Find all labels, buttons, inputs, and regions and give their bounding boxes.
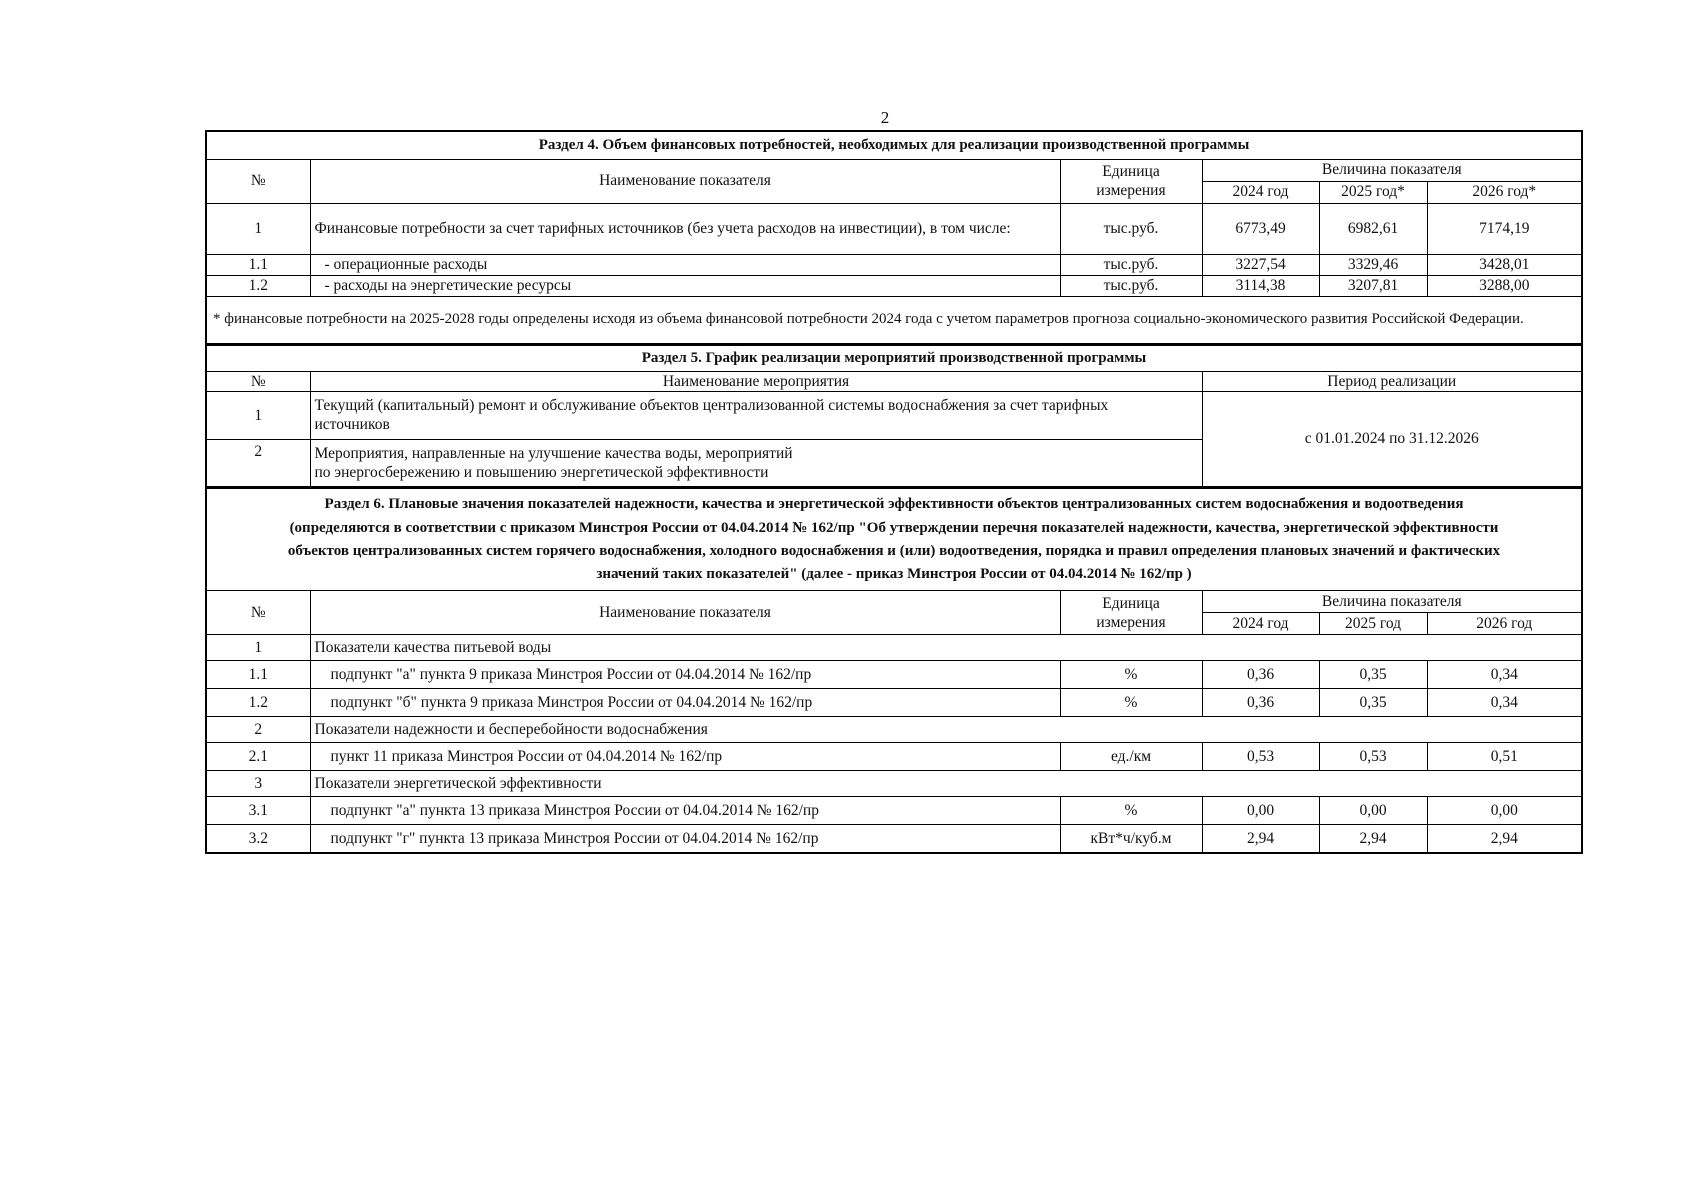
group-name: Показатели качества питьевой воды	[310, 635, 1582, 661]
row-num: 2.1	[206, 743, 310, 771]
s4-header-year-2: 2025 год*	[1319, 181, 1427, 203]
table-row	[206, 203, 1582, 254]
row-name: подпункт "а" пункта 9 приказа Минстроя России от 04.04.2014 № 162/пр	[310, 661, 1060, 689]
s4-header-year-1: 2024 год	[1202, 181, 1319, 203]
row-num: 1.2	[206, 275, 310, 296]
row-name	[310, 391, 1202, 439]
row-unit: тыс.руб.	[1060, 254, 1202, 275]
group-name: Показатели энергетической эффективности	[310, 771, 1582, 797]
row-name: - операционные расходы	[310, 254, 1060, 275]
row-num: 3.1	[206, 797, 310, 825]
s4-header-name: Наименование показателя	[310, 159, 1060, 203]
table-row	[206, 797, 1582, 825]
section5-title: Раздел 5. График реализации мероприятий производственной программы	[206, 345, 1582, 371]
row-value-2025: 0,35	[1319, 661, 1427, 689]
row-value-2026: 3428,01	[1427, 254, 1582, 275]
section6-title-line1: Раздел 6. Плановые значения показателей надежности, качества и энергетической эффективности объектов централизованных систем водоснабжения и водоотведения	[324, 496, 1464, 513]
row-name: пункт 11 приказа Минстроя России от 04.04.2014 № 162/пр	[310, 743, 1060, 771]
row-name: Финансовые потребности за счет тарифных источников (без учета расходов на инвестиции), в том числе:	[310, 203, 1060, 254]
row-value-2024: 3227,54	[1202, 254, 1319, 275]
row-value-2026: 0,34	[1427, 661, 1582, 689]
s6-header-num: №	[206, 591, 310, 635]
row-value-2024: 0,53	[1202, 743, 1319, 771]
s4-header-value: Величина показателя	[1202, 159, 1582, 181]
row-value-2024: 0,00	[1202, 797, 1319, 825]
s6-header-year-2: 2025 год	[1319, 613, 1427, 635]
row-num: 1.1	[206, 254, 310, 275]
row-name-line1: Текущий (капитальный) ремонт и обслуживание объектов централизованной системы водоснабжения за счет тарифных	[314, 397, 1109, 414]
row-value-2025: 3207,81	[1319, 275, 1427, 296]
s4-header-year-3: 2026 год*	[1427, 181, 1582, 203]
section5-table	[205, 344, 1583, 488]
section6-table	[205, 487, 1583, 854]
row-value-2026: 0,51	[1427, 743, 1582, 771]
row-name-line2: по энергосбережению и повышению энергетической эффективности	[314, 464, 769, 482]
s5-header-num: №	[206, 371, 310, 391]
row-unit: ед./км	[1060, 743, 1202, 771]
group-num: 2	[206, 717, 310, 743]
s6-header-value: Величина показателя	[1202, 591, 1582, 613]
row-value-2024: 3114,38	[1202, 275, 1319, 296]
section6-title-line4: значений таких показателей" (далее - приказ Минстроя России от 04.04.2014 № 162/пр )	[596, 566, 1192, 583]
row-num: 2	[206, 439, 310, 487]
group-num: 1	[206, 635, 310, 661]
section6-title-line2: (определяются в соответствии с приказом Минстроя России от 04.04.2014 № 162/пр "Об утверждении перечня показателей надежности, качества, энергетической эффективности	[289, 519, 1499, 536]
s6-header-name: Наименование показателя	[310, 591, 1060, 635]
row-unit: %	[1060, 661, 1202, 689]
s4-header-num: №	[206, 159, 310, 203]
table-row	[206, 743, 1582, 771]
row-value-2024: 0,36	[1202, 661, 1319, 689]
section6-title	[206, 488, 1582, 591]
row-unit: %	[1060, 797, 1202, 825]
s6-header-unit-line1: Единица	[1102, 594, 1160, 612]
group-row	[206, 635, 1582, 661]
row-name-line1: Мероприятия, направленные на улучшение качества воды, мероприятий	[314, 444, 793, 462]
s6-header-unit	[1060, 591, 1202, 635]
row-value-2025: 0,00	[1319, 797, 1427, 825]
implementation-period: с 01.01.2024 по 31.12.2026	[1202, 391, 1582, 487]
row-name	[310, 439, 1202, 487]
table-row	[206, 391, 1582, 439]
section4-title: Раздел 4. Объем финансовых потребностей, необходимых для реализации производственной программы	[206, 131, 1582, 159]
row-name: подпункт "а" пункта 13 приказа Минстроя России от 04.04.2014 № 162/пр	[310, 797, 1060, 825]
group-row	[206, 771, 1582, 797]
row-value-2025: 0,53	[1319, 743, 1427, 771]
s4-header-unit-line2: измерения	[1096, 182, 1166, 199]
row-value-2026: 0,00	[1427, 797, 1582, 825]
row-value-2025: 2,94	[1319, 825, 1427, 853]
row-unit: тыс.руб.	[1060, 275, 1202, 296]
row-value-2026: 2,94	[1427, 825, 1582, 853]
s4-header-unit-line1: Единица	[1102, 162, 1160, 180]
s6-header-year-3: 2026 год	[1427, 613, 1582, 635]
table-row	[206, 825, 1582, 853]
page-number: 2	[880, 108, 890, 127]
group-name: Показатели надежности и бесперебойности водоснабжения	[310, 717, 1582, 743]
row-value-2025: 6982,61	[1319, 203, 1427, 254]
row-unit: кВт*ч/куб.м	[1060, 825, 1202, 853]
row-num: 3.2	[206, 825, 310, 853]
row-num: 1	[206, 203, 310, 254]
s6-header-year-1: 2024 год	[1202, 613, 1319, 635]
row-name-line2: источников	[314, 416, 390, 434]
s5-header-name: Наименование мероприятия	[310, 371, 1202, 391]
table-row	[206, 275, 1582, 296]
s6-header-unit-line2: измерения	[1096, 613, 1166, 631]
row-name: подпункт "б" пункта 9 приказа Минстроя России от 04.04.2014 № 162/пр	[310, 689, 1060, 717]
row-value-2025: 0,35	[1319, 689, 1427, 717]
s5-header-period: Период реализации	[1202, 371, 1582, 391]
row-value-2025: 3329,46	[1319, 254, 1427, 275]
row-unit: %	[1060, 689, 1202, 717]
table-row	[206, 661, 1582, 689]
table-row	[206, 254, 1582, 275]
row-value-2024: 6773,49	[1202, 203, 1319, 254]
row-value-2026: 3288,00	[1427, 275, 1582, 296]
row-value-2026: 0,34	[1427, 689, 1582, 717]
row-num: 1	[206, 391, 310, 439]
row-name: - расходы на энергетические ресурсы	[310, 275, 1060, 296]
group-row	[206, 717, 1582, 743]
section4-table	[205, 130, 1583, 345]
document-body	[205, 130, 1581, 854]
s4-header-unit	[1060, 159, 1202, 203]
row-unit: тыс.руб.	[1060, 203, 1202, 254]
table-row	[206, 689, 1582, 717]
row-name: подпункт "г" пункта 13 приказа Минстроя России от 04.04.2014 № 162/пр	[310, 825, 1060, 853]
row-value-2026: 7174,19	[1427, 203, 1582, 254]
row-num: 1.1	[206, 661, 310, 689]
section4-footnote: * финансовые потребности на 2025-2028 годы определены исходя из объема финансовой потребности 2024 года с учетом параметров прогноза социально-экономического развития Российской Федерации.	[206, 296, 1582, 344]
row-value-2024: 2,94	[1202, 825, 1319, 853]
section6-title-line3: объектов централизованных систем горячего водоснабжения, холодного водоснабжения и (или) водоотведения, порядка и правил определения плановых значений и фактических	[287, 542, 1501, 559]
row-num: 1.2	[206, 689, 310, 717]
group-num: 3	[206, 771, 310, 797]
row-value-2024: 0,36	[1202, 689, 1319, 717]
